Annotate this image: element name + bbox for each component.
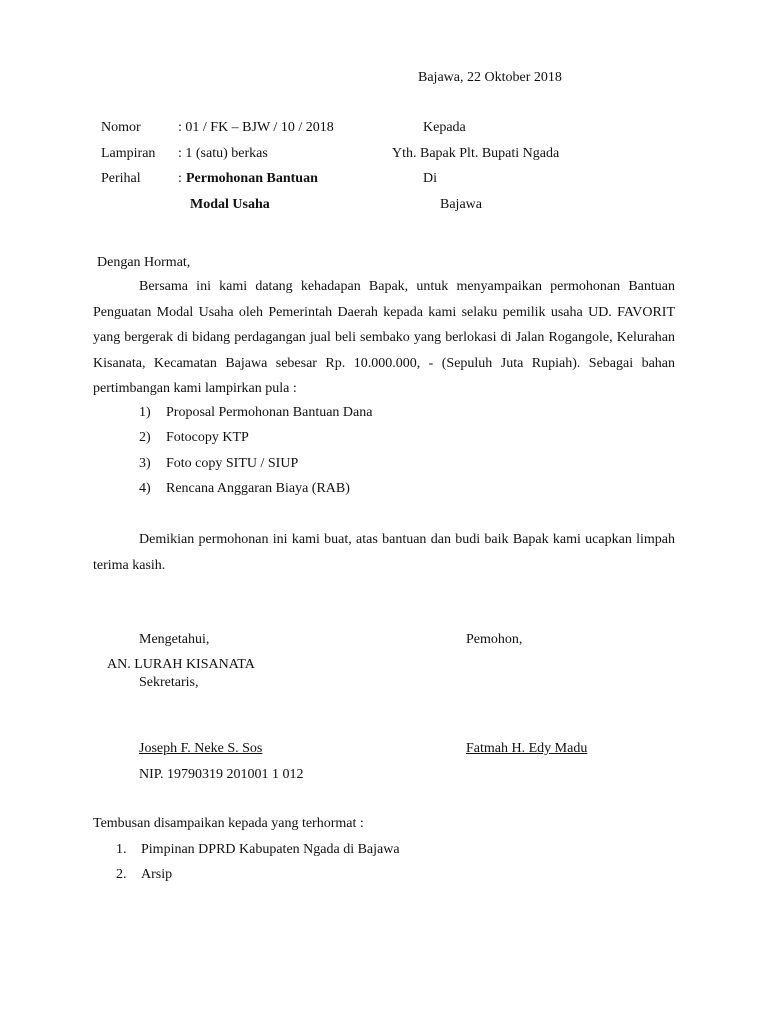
- attachment-num: 3): [139, 456, 151, 471]
- body-paragraph-1: [93, 274, 675, 402]
- recipient-kepada: Kepada: [423, 120, 466, 135]
- attachment-text: Proposal Permohonan Bantuan Dana: [166, 405, 373, 420]
- left-signatory-name: Joseph F. Neke S. Sos: [139, 741, 263, 756]
- left-signature-org: AN. LURAH KISANATA: [107, 657, 255, 672]
- perihal-value-line-2: Modal Usaha: [190, 197, 270, 212]
- cc-heading: Tembusan disampaikan kepada yang terhormat :: [93, 816, 364, 831]
- perihal-label: Perihal: [101, 171, 141, 186]
- lampiran-value: : 1 (satu) berkas: [178, 146, 268, 161]
- recipient-di: Di: [423, 171, 437, 186]
- body-paragraph-1-text: Bersama ini kami datang kehadapan Bapak, untuk menyampaikan permohonan Bantuan Penguatan Modal Usaha oleh Pemerintah Daerah kepada kami selaku pemilik usaha UD. FAVORIT yang bergerak di bidang perdagangan jual beli sembako yang berlokasi di Jalan Rogangole, Kelurahan Kisanata, Kecamatan Bajawa sebesar Rp. 10.000.000, - (Sepuluh Juta Rupiah). Sebagai bahan pertimbangan kami lampirkan pula :: [93, 279, 675, 396]
- cc-item-num: 1.: [116, 842, 127, 857]
- salutation: Dengan Hormat,: [97, 255, 191, 270]
- perihal-value-line-1: Permohonan Bantuan: [186, 171, 318, 186]
- perihal-colon: :: [178, 171, 182, 186]
- attachment-text: Foto copy SITU / SIUP: [166, 456, 299, 471]
- attachment-num: 4): [139, 481, 151, 496]
- right-signature-heading: Pemohon,: [466, 632, 523, 647]
- right-signatory-name: Fatmah H. Edy Madu: [466, 741, 588, 756]
- left-signatory-nip: NIP. 19790319 201001 1 012: [139, 767, 304, 782]
- attachment-text: Fotocopy KTP: [166, 430, 249, 445]
- left-signature-role: Sekretaris,: [139, 675, 199, 690]
- body-paragraph-2-text: Demikian permohonan ini kami buat, atas bantuan dan budi baik Bapak kami ucapkan limpah terima kasih.: [93, 532, 675, 573]
- cc-item-num: 2.: [116, 867, 127, 882]
- attachment-num: 2): [139, 430, 151, 445]
- letter-date: Bajawa, 22 Oktober 2018: [418, 70, 562, 85]
- lampiran-label: Lampiran: [101, 146, 156, 161]
- left-signature-heading: Mengetahui,: [139, 632, 210, 647]
- nomor-label: Nomor: [101, 120, 141, 135]
- nomor-value: : 01 / FK – BJW / 10 / 2018: [178, 120, 334, 135]
- cc-item-text: Pimpinan DPRD Kabupaten Ngada di Bajawa: [141, 842, 400, 857]
- attachment-text: Rencana Anggaran Biaya (RAB): [166, 481, 350, 496]
- recipient-yth: Yth. Bapak Plt. Bupati Ngada: [392, 146, 560, 161]
- recipient-place: Bajawa: [440, 197, 482, 212]
- body-paragraph-2: [93, 527, 675, 578]
- attachment-num: 1): [139, 405, 151, 420]
- cc-item-text: Arsip: [141, 867, 173, 882]
